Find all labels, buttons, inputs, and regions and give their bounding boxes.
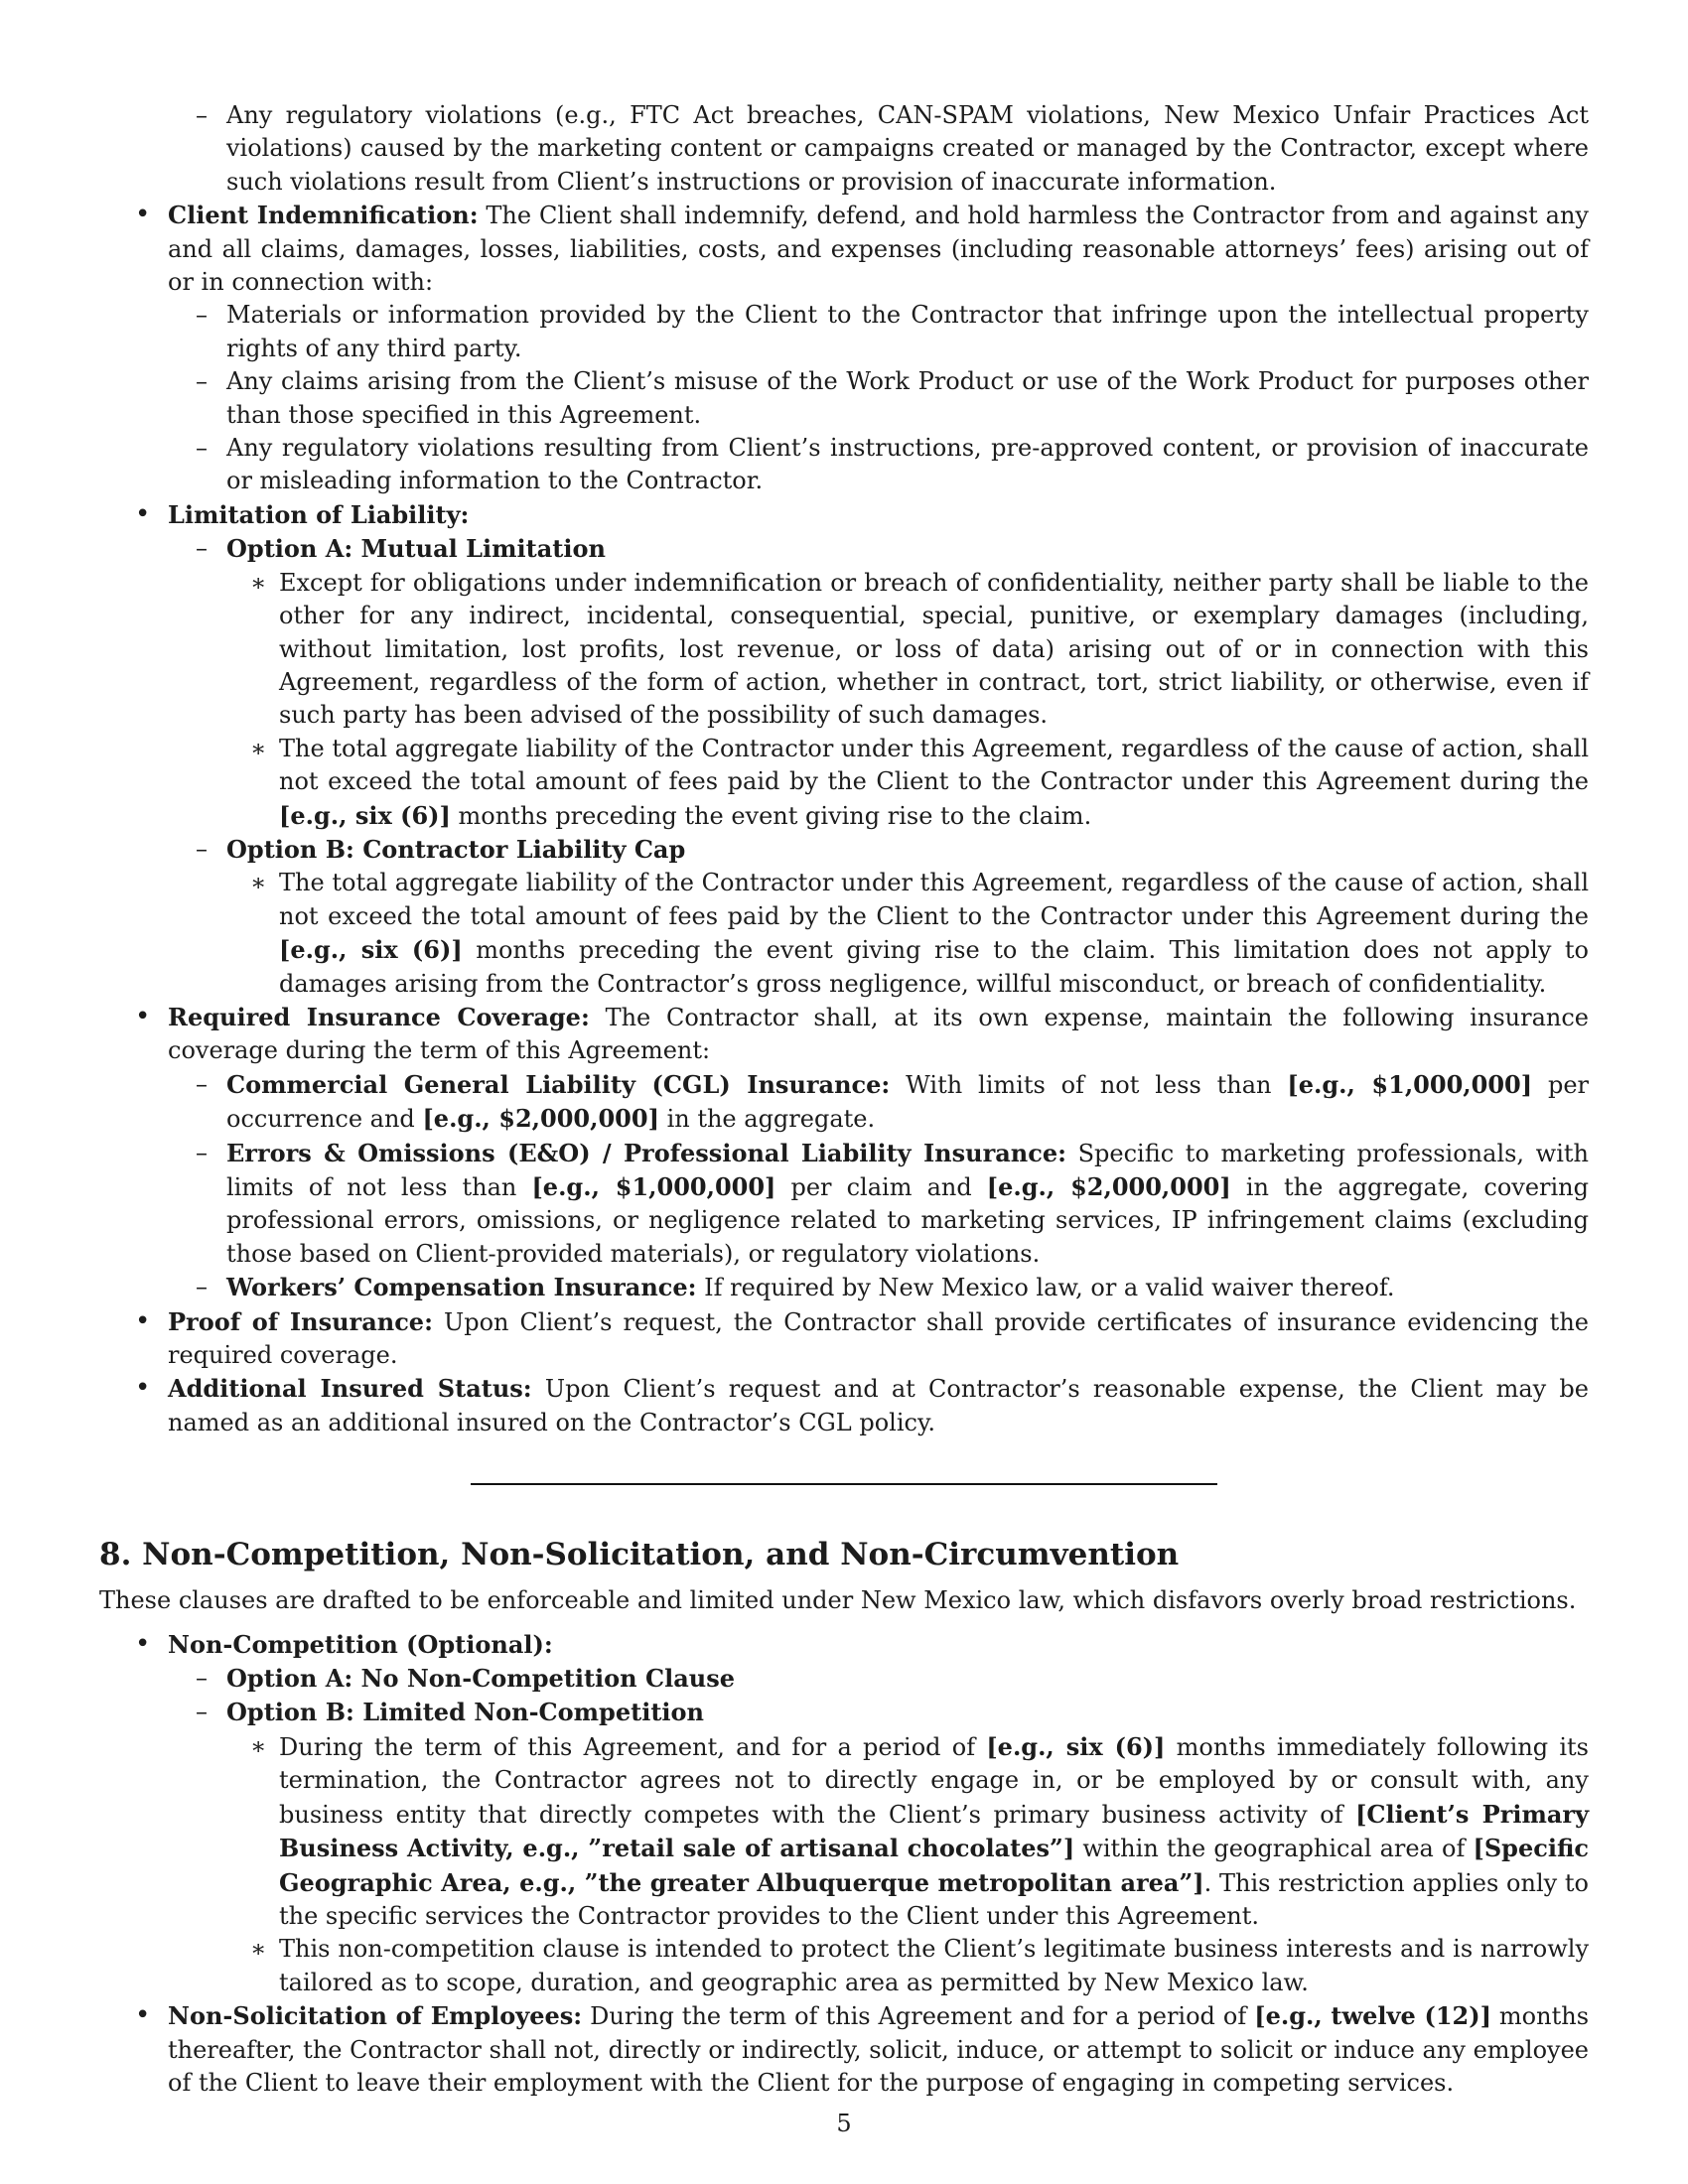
- dash-marker: –: [196, 1664, 208, 1693]
- paragraph-text: The Contractor shall, at its own expense, maintain the following insurance coverage during the term of this Agreement:: [168, 1003, 1589, 1065]
- item-label: Non-Solicitation of Employees:: [168, 2001, 583, 2031]
- list-item: [99, 1730, 1589, 1933]
- bullet-marker: •: [135, 1373, 151, 1404]
- list-item: [99, 1137, 1589, 1272]
- paragraph-text: This non-competition clause is intended to protect the Client’s legitimate business interests and is narrowly tailored as to scope, duration, and geographic area as permitted by New Mexico law.: [279, 1935, 1589, 1996]
- item-label: Client Indemnification:: [168, 201, 479, 230]
- section-intro: These clauses are drafted to be enforceable and limited under New Mexico law, which disfavors overly broad restrictions.: [99, 1586, 1577, 1615]
- item-label: Additional Insured Status:: [168, 1374, 532, 1404]
- list-item: [99, 1068, 1589, 1137]
- section-heading: 8. Non-Competition, Non-Solicitation, and Non-Circumvention: [99, 1537, 1180, 1573]
- paragraph-text: During the term of this Agreement and for a period of: [582, 2002, 1255, 2031]
- star-marker: ∗: [250, 1731, 267, 1760]
- item-label: Non-Competition (Optional):: [168, 1629, 553, 1659]
- paragraph-text: With limits of not less than: [890, 1070, 1288, 1099]
- paragraph-text: Upon Client’s request and at Contractor’s reasonable expense, the Client may be named as an additional insured on the Contractor’s CGL policy.: [168, 1375, 1589, 1436]
- list-item: [99, 1271, 1589, 1304]
- paragraph-text: The total aggregate liability of the Contractor under this Agreement, regardless of the cause of action, shall not exceed the total amount of fees paid by the Client to the Contractor under this Agreement during the: [279, 869, 1589, 930]
- star-marker: ∗: [250, 568, 267, 597]
- dash-marker: –: [196, 534, 208, 563]
- list-item: [99, 1372, 1589, 1439]
- bullet-marker: •: [135, 498, 151, 529]
- dash-marker: –: [196, 367, 208, 396]
- option-label: Option A: No Non-Competition Clause: [226, 1664, 735, 1694]
- paragraph-text: in the aggregate.: [658, 1105, 876, 1134]
- placeholder-text: [Specific Geographic Area, e.g., ”the greater Albuquerque metropolitan area”]: [279, 1834, 1589, 1897]
- dash-marker: –: [196, 834, 208, 863]
- document-page: [99, 99, 1590, 2097]
- paragraph-text: The total aggregate liability of the Contractor under this Agreement, regardless of the cause of action, shall not exceed the total amount of fees paid by the Client to the Contractor under this Agreement during the: [279, 734, 1589, 796]
- paragraph-text: within the geographical area of: [1074, 1835, 1474, 1863]
- item-label: Errors & Omissions (E&O) / Professional Liability Insurance:: [226, 1138, 1066, 1167]
- list-item: [99, 1662, 1589, 1696]
- placeholder-text: [e.g., $1,000,000]: [531, 1172, 776, 1201]
- list-item: [99, 1628, 1589, 1662]
- dash-marker: –: [196, 1069, 208, 1098]
- list-item: [99, 365, 1589, 432]
- bullet-marker: •: [135, 200, 151, 230]
- paragraph-text: Any regulatory violations resulting from Client’s instructions, pre-approved content, or provision of inaccurate or misleading information to the Contractor.: [226, 434, 1589, 495]
- paragraph-text: months thereafter, the Contractor shall not, directly or indirectly, solicit, induce, or attempt to solicit or induce any employee of the Client to leave their employment with the Client for the purpose of engaging in competing services.: [168, 2002, 1590, 2097]
- option-label: Option B: Contractor Liability Cap: [226, 834, 686, 864]
- list-item: [99, 867, 1589, 1001]
- list-item: [99, 833, 1589, 867]
- list-item: [99, 432, 1589, 498]
- bullet-marker: •: [135, 1001, 151, 1031]
- list-item: [99, 1001, 1589, 1068]
- paragraph-text: . This restriction applies only to the specific services the Contractor provides to the Client under this Agreement.: [279, 1868, 1590, 1930]
- dash-marker: –: [196, 1273, 208, 1301]
- placeholder-text: [e.g., six (6)]: [279, 935, 463, 965]
- placeholder-text: [e.g., twelve (12)]: [1254, 2001, 1491, 2031]
- placeholder-text: [e.g., $2,000,000]: [422, 1104, 659, 1134]
- paragraph-text: Any regulatory violations (e.g., FTC Act breaches, CAN-SPAM violations, New Mexico Unfair Practices Act violations) caused by the marketing content or campaigns created or managed by the Contractor, except where such violations result from Client’s instructions or provision of inaccurate information.: [226, 101, 1589, 196]
- star-marker: ∗: [250, 1935, 267, 1964]
- paragraph-text: per occurrence and: [226, 1070, 1589, 1134]
- paragraph-text: months immediately following its termination, the Contractor agrees not to directly engage in, or be employed by or consult with, any business entity that directly competes with the Client’s primary business activity of: [279, 1732, 1589, 1829]
- dash-marker: –: [196, 1698, 208, 1726]
- item-label: Limitation of Liability:: [168, 499, 470, 529]
- paragraph-text: The Client shall indemnify, defend, and hold harmless the Contractor from and against any and all claims, damages, losses, liabilities, costs, and expenses (including reasonable attorneys’ fees) arising out of or in connection with:: [168, 202, 1589, 297]
- list-item: [99, 498, 1589, 532]
- list-item: [99, 1933, 1589, 1999]
- item-label: Workers’ Compensation Insurance:: [226, 1273, 697, 1302]
- dash-marker: –: [196, 101, 208, 129]
- list-item: [99, 532, 1589, 566]
- list-item: [99, 299, 1589, 365]
- list-item: [99, 733, 1589, 833]
- list-item: [99, 1305, 1589, 1373]
- star-marker: ∗: [250, 869, 267, 897]
- page-number: 5: [836, 2110, 852, 2137]
- option-label: Option A: Mutual Limitation: [226, 534, 606, 564]
- paragraph-text: in the aggregate, covering professional errors, omissions, or negligence related to marketing services, IP infringement claims (excluding those based on Client-provided materials), or regulatory violations.: [226, 1173, 1589, 1268]
- placeholder-text: [e.g., six (6)]: [986, 1731, 1166, 1761]
- list-item: [99, 99, 1589, 199]
- list-item: [99, 199, 1589, 299]
- placeholder-text: [e.g., $2,000,000]: [986, 1172, 1231, 1201]
- placeholder-text: [e.g., $1,000,000]: [1287, 1069, 1533, 1099]
- list-item: [99, 1696, 1589, 1729]
- dash-marker: –: [196, 301, 208, 330]
- paragraph-text: Upon Client’s request, the Contractor shall provide certificates of insurance evidencing the required coverage.: [168, 1307, 1589, 1370]
- dash-marker: –: [196, 434, 208, 463]
- paragraph-text: Any claims arising from the Client’s misuse of the Work Product or use of the Work Product for purposes other than those specified in this Agreement.: [226, 367, 1589, 429]
- paragraph-text: During the term of this Agreement, and for a period of: [279, 1732, 987, 1761]
- paragraph-text: per claim and: [775, 1173, 987, 1201]
- list-item: [99, 567, 1589, 733]
- paragraph-text: Except for obligations under indemnification or breach of confidentiality, neither party shall be liable to the other for any indirect, incidental, consequential, special, punitive, or exemplary damages (including, without limitation, lost profits, lost revenue, or loss of data) arising out of or in connection with this Agreement, regardless of the form of action, whether in contract, tort, strict liability, or otherwise, even if such party has been advised of the possibility of such damages.: [279, 568, 1589, 730]
- option-label: Option B: Limited Non-Competition: [226, 1698, 704, 1727]
- bullet-marker: •: [135, 1628, 151, 1659]
- item-label: Commercial General Liability (CGL) Insurance:: [226, 1069, 891, 1099]
- paragraph-text: months preceding the event giving rise to the claim.: [450, 801, 1092, 830]
- item-label: Required Insurance Coverage:: [168, 1002, 590, 1031]
- item-label: Proof of Insurance:: [168, 1306, 433, 1336]
- star-marker: ∗: [250, 734, 267, 762]
- paragraph-text: Materials or information provided by the Client to the Contractor that infringe upon the intellectual property rights of any third party.: [226, 301, 1589, 362]
- paragraph-text: If required by New Mexico law, or a valid waiver thereof.: [696, 1274, 1395, 1302]
- bullet-marker: •: [135, 1305, 151, 1336]
- dash-marker: –: [196, 1138, 208, 1166]
- bullet-marker: •: [135, 2000, 151, 2031]
- paragraph-text: months preceding the event giving rise to the claim. This limitation does not apply to damages arising from the Contractor’s gross negligence, willful misconduct, or breach of confidentiality.: [279, 936, 1590, 998]
- placeholder-text: [Client’s Primary Business Activity, e.g., ”retail sale of artisanal chocolates”]: [279, 1799, 1590, 1863]
- placeholder-text: [e.g., six (6)]: [279, 800, 451, 830]
- section-divider: [471, 1483, 1217, 1485]
- list-item: [99, 1999, 1589, 2100]
- paragraph-text: Specific to marketing professionals, with limits of not less than: [226, 1139, 1589, 1201]
